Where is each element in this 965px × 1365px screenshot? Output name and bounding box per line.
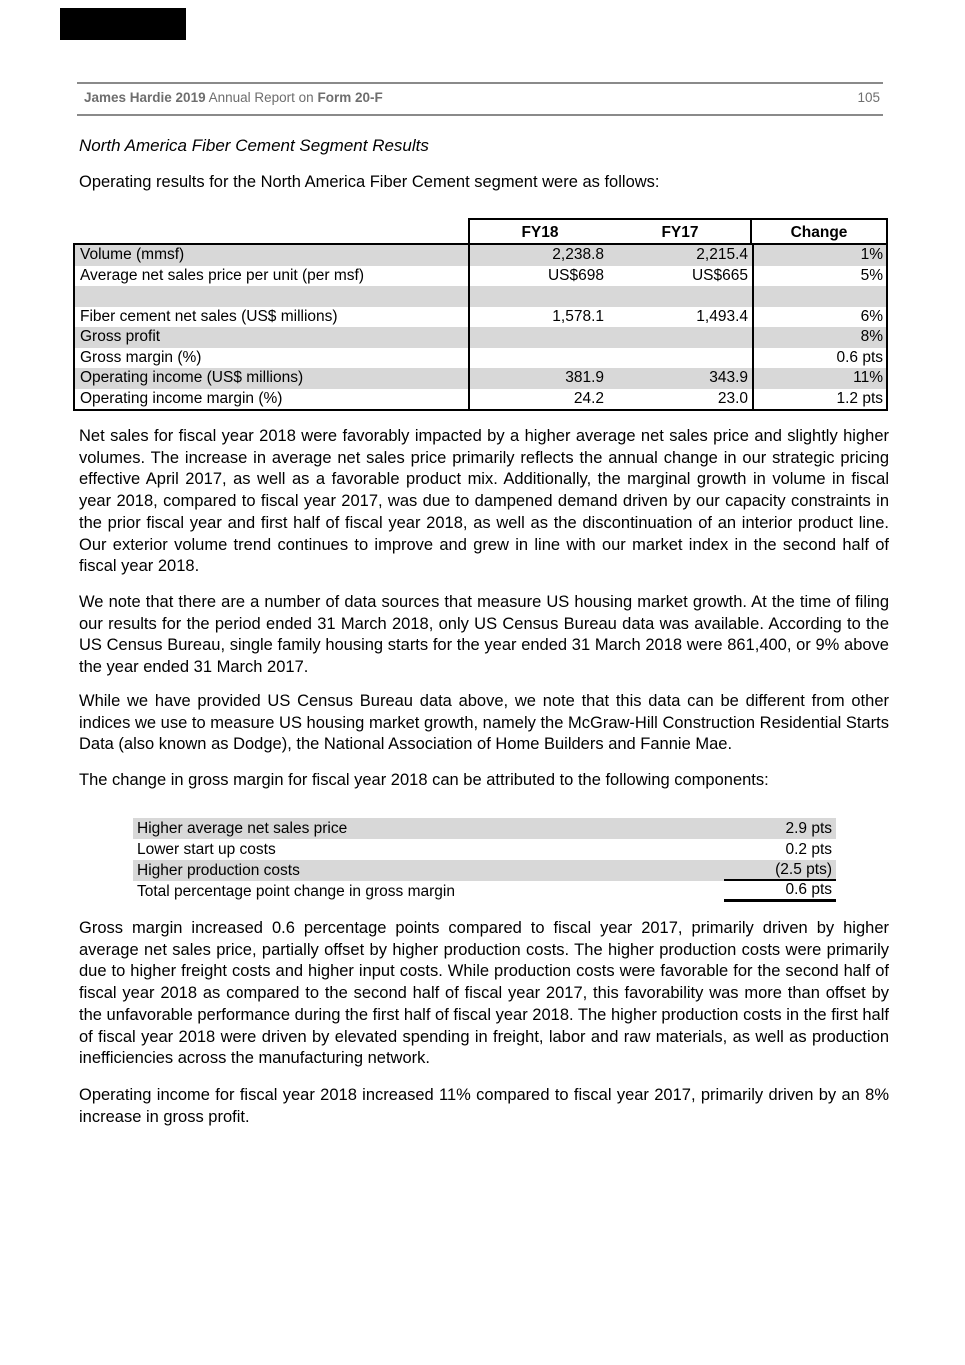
row-label: Operating income margin (%): [80, 389, 283, 407]
paragraph: Gross margin increased 0.6 percentage points compared to fiscal year 2017, primarily driven by higher average net sales price, partially offset by higher production costs. The higher production costs were primarily due to higher freight costs and higher input costs. While production costs were favorable for the second half of fiscal year 2018 as compared to the second half of fiscal year 2017, this favorability was more than offset by the unfavorable performance during the first half of fiscal year 2018. The higher production costs in the first half of fiscal year 2018 were driven by elevated spending in freight, labor and raw materials, as well as production inefficiencies across the manufacturing network.: [79, 919, 889, 1068]
header-rule-bottom: [77, 114, 883, 116]
row-value: 0.2 pts: [785, 840, 832, 858]
change-value: 5%: [860, 266, 883, 284]
row-label: Volume (mmsf): [80, 246, 185, 264]
page-header: [84, 90, 880, 110]
table-row: [75, 389, 886, 410]
fy18-value: 24.2: [573, 389, 604, 407]
table-row: [75, 348, 886, 369]
table-row: [75, 245, 886, 266]
paragraph: Net sales for fiscal year 2018 were favorably impacted by a higher average net sales price and slightly higher volumes. The increase in average net sales price primarily reflects the annual change in our strategic pricing effective April 2017, as well as a favorable product mix. Additionally, the marginal growth in volume in fiscal year 2018, compared to fiscal year 2017, was due to dampened demand driven by our capacity constraints in the prior fiscal year and first half of fiscal year 2018, as well as the discontinuation of an interior product line. Our exterior volume trend continues to improve and grew in line with our market index in the second half of fiscal year 2018.: [79, 427, 889, 576]
header-rule-top: [77, 82, 883, 84]
fy18-value: 2,238.8: [552, 246, 604, 264]
logo-block: [60, 8, 186, 40]
change-value: 1.2 pts: [836, 389, 883, 407]
row-label: Higher production costs: [137, 861, 300, 879]
gross-margin-table: [133, 818, 836, 902]
paragraph: Operating income for fiscal year 2018 increased 11% compared to fiscal year 2017, primarily driven by an 8% increase in gross profit.: [79, 1086, 889, 1126]
fy17-value: US$665: [691, 266, 748, 284]
table-column-divider: [752, 245, 754, 409]
table-row: [75, 266, 886, 287]
row-label: Gross margin (%): [80, 348, 202, 366]
table-row: [133, 839, 836, 860]
paragraph: While we have provided US Census Bureau data above, we note that this data can be different from other indices we use to measure US housing market growth, namely the McGraw-Hill Construction Residential Starts Data (also known as Dodge), the National Association of Home Builders and Fannie Mae.: [79, 692, 889, 754]
report-subtitle: Annual Report on: [208, 90, 314, 105]
fy18-value: US$698: [547, 266, 604, 284]
fy17-value: 1,493.4: [696, 307, 748, 325]
paragraph: We note that there are a number of data sources that measure US housing market growth. At the time of filing our results for the period ended 31 March 2018, only US Census Bureau data was available. According to the US Census Bureau, single family housing starts for the year ended 31 March 2018 were 861,400, or 9% above the year ended 31 March 2017.: [79, 593, 889, 677]
fy17-value: 2,215.4: [696, 246, 748, 264]
row-label: Average net sales price per unit (per msf): [80, 266, 365, 284]
page-number: 105: [857, 90, 880, 105]
table-row: [75, 307, 886, 328]
row-label: Gross profit: [80, 328, 161, 346]
table-row: [75, 327, 886, 348]
column-header-fy17: FY17: [661, 223, 699, 241]
table-row: [133, 860, 836, 881]
fy18-value: 381.9: [565, 369, 604, 387]
row-label: Higher average net sales price: [137, 819, 348, 837]
fy17-value: 343.9: [709, 369, 748, 387]
row-value: 2.9 pts: [785, 819, 832, 837]
section-title: North America Fiber Cement Segment Results: [79, 136, 429, 155]
row-value: (2.5 pts): [724, 860, 836, 881]
table-row: [75, 368, 886, 389]
row-label: Fiber cement net sales (US$ millions): [80, 307, 338, 325]
row-value: 0.6 pts: [724, 881, 836, 902]
fy17-value: 23.0: [717, 389, 748, 407]
table-row: [75, 286, 886, 307]
change-value: 11%: [853, 369, 883, 387]
change-value: 0.6 pts: [836, 348, 883, 366]
row-label: Lower start up costs: [137, 840, 276, 858]
form-label: Form 20-F: [317, 90, 383, 105]
fy18-value: 1,578.1: [552, 307, 604, 325]
column-header-fy18: FY18: [521, 223, 559, 241]
table-row: [133, 818, 836, 839]
change-value: 6%: [860, 307, 883, 325]
report-brand: James Hardie 2019: [84, 90, 206, 105]
gross-margin-intro: The change in gross margin for fiscal year 2018 can be attributed to the following components:: [79, 771, 769, 789]
intro-text: Operating results for the North America Fiber Cement segment were as follows:: [79, 173, 660, 191]
table-row: [133, 881, 836, 902]
change-value: 1%: [860, 246, 883, 264]
column-header-change: Change: [750, 218, 888, 245]
row-label: Operating income (US$ millions): [80, 369, 304, 387]
segment-table-body: [73, 243, 888, 411]
column-header-years: [468, 218, 752, 245]
row-label: Total percentage point change in gross margin: [137, 882, 455, 900]
change-value: 8%: [860, 328, 883, 346]
table-column-divider: [468, 245, 470, 409]
